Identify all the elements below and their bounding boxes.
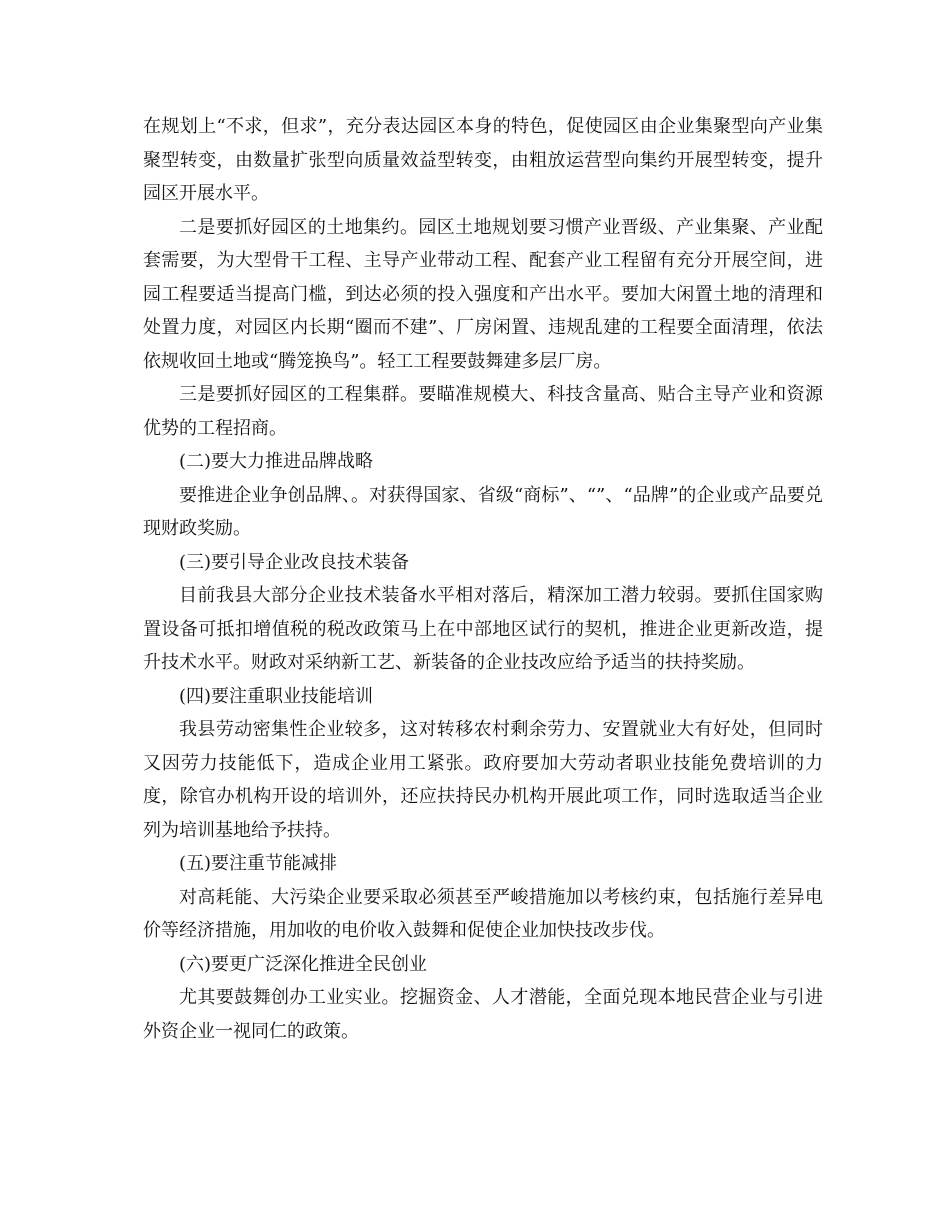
section-heading-tech-equipment: (三)要引导企业改良技术装备 [179, 551, 410, 573]
document-page [143, 110, 823, 1048]
paragraph-project-cluster: 三是要抓好园区的工程集群。要瞄准规模大、科技含量高、贴合主导产业和资源优势的工程招商。 [143, 384, 823, 439]
paragraph-entrepreneurship: 尤其要鼓舞创办工业实业。挖掘资金、人才潜能，全面兑现本地民营企业与引进外资企业一视同仁的政策。 [143, 987, 823, 1042]
paragraph-skills-training: 我县劳动密集性企业较多，这对转移农村剩余劳力、安置就业大有好处，但同时又因劳力技能低下，造成企业用工紧张。政府要加大劳动者职业技能免费培训的力度，除官办机构开设的培训外，还应扶持民办机构开展此项工作，同时选取适当企业列为培训基地给予扶持。 [143, 719, 823, 841]
section-heading-brand-strategy: (二)要大力推进品牌战略 [179, 451, 374, 472]
section-heading-skills-training: (四)要注重职业技能培训 [179, 685, 374, 707]
paragraph-land-intensive: 二是要抓好园区的土地集约。园区土地规划要习惯产业晋级、产业集聚、产业配套需要，为大型骨干工程、主导产业带动工程、配套产业工程留有充分开展空间，进园工程要适当提高门槛，到达必须的投入强度和产出水平。要加大闲置土地的清理和处置力度，对园区内长期“圈而不建”、厂房闲置、违规乱建的工程要全面清理，依法依规收回土地或“腾笼换鸟”。轻工工程要鼓舞建多层厂房。 [143, 216, 823, 372]
section-heading-energy-saving: (五)要注重节能减排 [179, 853, 338, 874]
paragraph-energy-saving: 对高耗能、大污染企业要采取必须甚至严峻措施加以考核约束，包括施行差异电价等经济措施，用加收的电价收入鼓舞和促使企业加快技改步伐。 [143, 886, 823, 941]
paragraph-park-planning: 在规划上“不求，但求”，充分表达园区本身的特色，促使园区由企业集聚型向产业集聚型转变，由数量扩张型向质量效益型转变，由粗放运营型向集约开展型转变，提升园区开展水平。 [143, 116, 823, 204]
section-heading-entrepreneurship: (六)要更广泛深化推进全民创业 [179, 953, 428, 975]
paragraph-tech-equipment: 目前我县大部分企业技术装备水平相对落后，精深加工潜力较弱。要抓住国家购置设备可抵扣增值税的税改政策马上在中部地区试行的契机，推进企业更新改造，提升技术水平。财政对采纳新工艺、新装备的企业技改应给予适当的扶持奖励。 [143, 585, 823, 673]
paragraph-brand: 要推进企业争创品牌、。对获得国家、省级“商标”、“”、“品牌”的企业或产品要兑现财政奖励。 [143, 484, 823, 539]
